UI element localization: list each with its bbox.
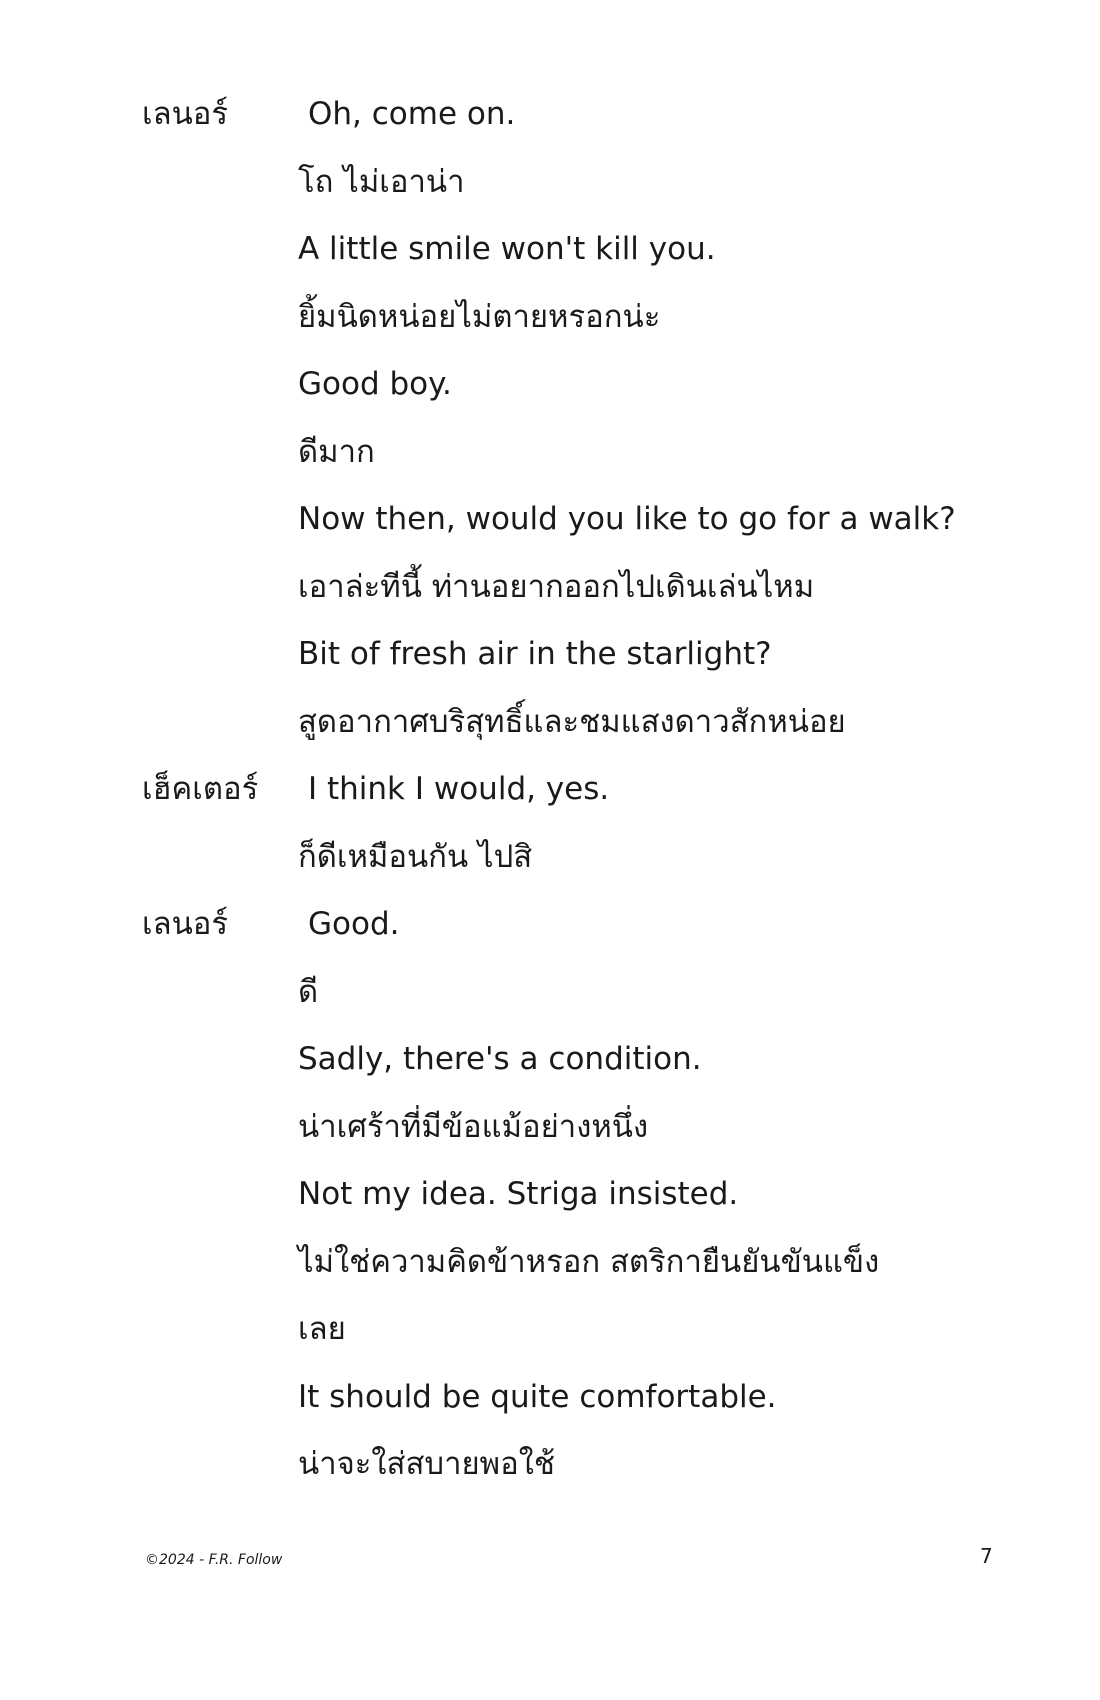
dialogue-line [0,1026,1100,1092]
dialogue-line [0,554,1100,620]
dialogue-line [0,959,1100,1025]
dialogue-line [0,284,1100,350]
dialogue-line [0,689,1100,755]
dialogue-line [0,1094,1100,1160]
dialogue-text: A little smile won't kill you. [298,231,716,267]
dialogue-line [0,419,1100,485]
speaker-name: เลนอร์ [142,96,229,132]
dialogue-text: Oh, come on. [308,96,516,132]
dialogue-line [0,756,1100,822]
page-number: 7 [980,1544,993,1568]
dialogue-text: Now then, would you like to go for a walk? [298,501,956,537]
dialogue-text: ไม่ใช่ความคิดข้าหรอก สตริกายืนยันขันแข็ง [298,1243,880,1280]
speaker-name: เลนอร์ [142,906,229,942]
dialogue-text: ดี [298,973,319,1010]
dialogue-text: Sadly, there's a condition. [298,1041,702,1077]
dialogue-text: สูดอากาศบริสุทธิ์และชมแสงดาวสักหน่อย [298,703,846,740]
footer-copyright: ©2024 - F.R. Follow [145,1552,283,1568]
dialogue-text: โถ ไม่เอาน่า [298,163,465,200]
dialogue-line [0,216,1100,282]
dialogue-line [0,81,1100,147]
dialogue-line [0,1431,1100,1497]
dialogue-text: ก็ดีเหมือนกัน ไปสิ [298,838,533,875]
dialogue-text: Not my idea. Striga insisted. [298,1176,739,1212]
dialogue-text: น่าจะใส่สบายพอใช้ [298,1446,555,1482]
dialogue-line [0,824,1100,890]
dialogue-line [0,1161,1100,1227]
dialogue-text: ยิ้มนิดหน่อยไม่ตายหรอกน่ะ [298,298,661,335]
dialogue-line [0,486,1100,552]
dialogue-text: ดีมาก [298,433,375,470]
speaker-name: เฮ็คเตอร์ [142,771,259,807]
dialogue-text: น่าเศร้าที่มีข้อแม้อย่างหนึ่ง [298,1108,649,1145]
dialogue-line [0,1229,1100,1295]
dialogue-text: เอาล่ะทีนี้ ท่านอยากออกไปเดินเล่นไหม [298,568,815,605]
dialogue-line [0,1296,1100,1362]
dialogue-line [0,621,1100,687]
dialogue-text: Good boy. [298,366,452,402]
dialogue-line [0,149,1100,215]
dialogue-text: It should be quite comfortable. [298,1378,777,1415]
dialogue-text: I think I would, yes. [308,771,610,807]
dialogue-line [0,1364,1100,1430]
dialogue-line [0,891,1100,957]
dialogue-text: เลย [298,1311,346,1347]
dialogue-text: Good. [308,906,400,942]
dialogue-text: Bit of fresh air in the starlight? [298,636,772,672]
dialogue-line [0,351,1100,417]
